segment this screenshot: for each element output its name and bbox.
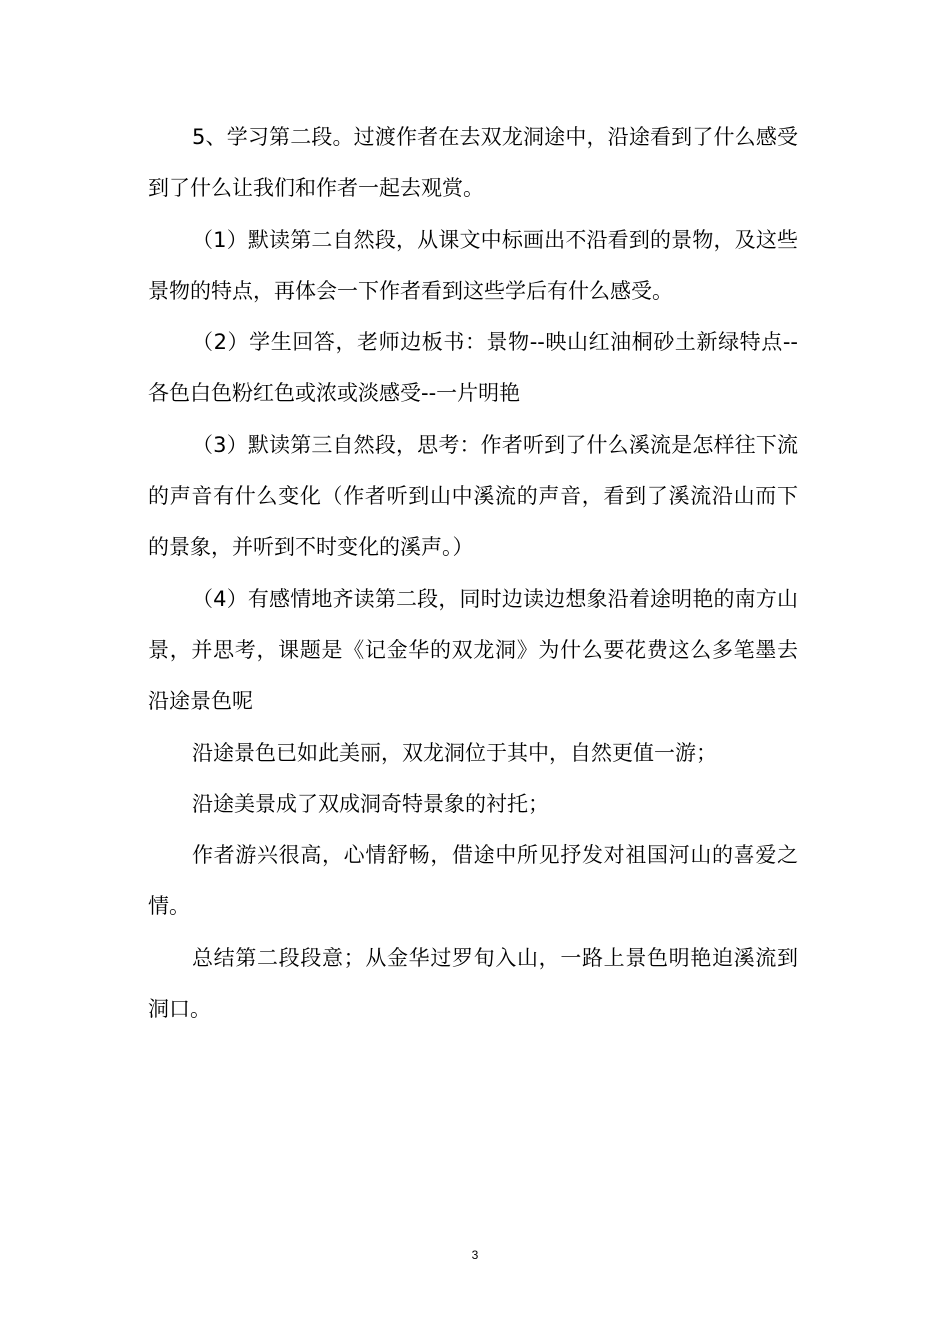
- paragraph-point-3: 作者游兴很高，心情舒畅，借途中所见抒发对祖国河山的喜爱之情。: [148, 843, 798, 919]
- document-body: [148, 112, 798, 1035]
- paragraph-substep-1: （1）默读第二自然段，从课文中标画出不沿看到的景物，及这些景物的特点，再体会一下作者看到这些学后有什么感受。: [148, 227, 798, 303]
- page-number: 3: [471, 1248, 479, 1262]
- paragraph-step-5: 5、学习第二段。过渡作者在去双龙洞途中，沿途看到了什么感受到了什么让我们和作者一起去观赏。: [148, 125, 798, 201]
- paragraph-substep-2: （2）学生回答，老师边板书：景物--映山红油桐砂土新绿特点--各色白色粉红色或浓或淡感受--一片明艳: [148, 330, 798, 406]
- paragraph-substep-3: （3）默读第三自然段，思考：作者听到了什么溪流是怎样往下流的声音有什么变化（作者听到山中溪流的声音，看到了溪流沿山而下的景象，并听到不时变化的溪声。）: [148, 432, 798, 560]
- paragraph-point-2: 沿途美景成了双成洞奇特景象的衬托；: [192, 791, 549, 816]
- paragraph-point-1: 沿途景色已如此美丽，双龙洞位于其中，自然更值一游；: [192, 740, 717, 765]
- paragraph-summary: 总结第二段段意；从金华过罗旬入山，一路上景色明艳迫溪流到洞口。: [148, 945, 798, 1022]
- paragraph-substep-4: （4）有感情地齐读第二段，同时边读边想象沿着途明艳的南方山景，并思考，课题是《记金华的双龙洞》为什么要花费这么多笔墨去沿途景色呢: [148, 586, 798, 714]
